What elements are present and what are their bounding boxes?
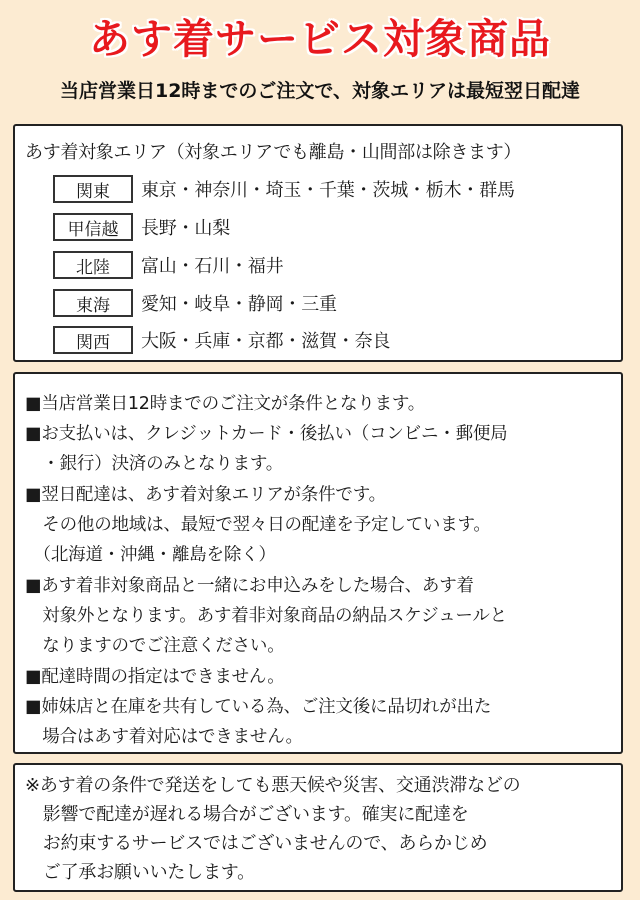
condition-line: その他の地域は、最短で翌々日の配達を予定しています。 [25, 515, 491, 535]
region-row-koshinetsu [53, 212, 230, 242]
region-label: 関西 [53, 326, 133, 354]
page-subtitle: 当店営業日12時までのご注文で、対象エリアは最短翌日配達 [59, 80, 581, 102]
condition-line: ■配達時間の指定はできません。 [25, 667, 285, 687]
disclaimer-line: お約束するサービスではございませんので、あらかじめ [25, 833, 488, 854]
condition-line: ■翌日配達は、あす着対象エリアが条件です。 [25, 485, 386, 505]
conditions-box [13, 372, 623, 754]
region-prefectures: 東京・神奈川・埼玉・千葉・茨城・栃木・群馬 [141, 180, 515, 201]
region-prefectures: 富山・石川・福井 [141, 256, 284, 277]
region-row-hokuriku [53, 250, 283, 280]
disclaimer-box [13, 763, 623, 892]
delivery-area-box [13, 124, 623, 362]
region-prefectures: 愛知・岐阜・静岡・三重 [141, 294, 337, 315]
disclaimer-line: ご了承お願いいたします。 [25, 862, 255, 883]
area-header: あす着対象エリア（対象エリアでも離島・山間部は除きます） [25, 142, 522, 163]
disclaimer-line: ※あす着の条件で発送をしても悪天候や災害、交通渋滞などの [25, 775, 521, 796]
page-title: あす着サービス対象商品 [89, 15, 551, 63]
region-row-kanto [53, 174, 515, 204]
region-label: 東海 [53, 289, 133, 317]
condition-line: ■あす着非対象商品と一緒にお申込みをした場合、あす着 [25, 576, 474, 596]
region-label: 北陸 [53, 251, 133, 279]
disclaimer-line: 影響で配達が遅れる場合がございます。確実に配達を [25, 804, 469, 825]
region-label: 関東 [53, 175, 133, 203]
condition-line: ・銀行）決済のみとなります。 [25, 454, 284, 474]
region-row-kansai [53, 325, 390, 355]
condition-line: 対象外となります。あす着非対象商品の納品スケジュールと [25, 606, 507, 626]
condition-line: なりますのでご注意ください。 [25, 636, 285, 656]
condition-line: ■お支払いは、クレジットカード・後払い（コンビニ・郵便局 [25, 424, 508, 444]
condition-line: ■姉妹店と在庫を共有している為、ご注文後に品切れが出た [25, 697, 492, 717]
condition-line: ■当店営業日12時までのご注文が条件となります。 [25, 394, 426, 414]
condition-line: 場合はあす着対応はできません。 [25, 727, 303, 747]
region-prefectures: 大阪・兵庫・京都・滋賀・奈良 [141, 331, 391, 352]
region-label: 甲信越 [53, 213, 133, 241]
region-row-tokai [53, 288, 337, 318]
region-prefectures: 長野・山梨 [141, 218, 230, 239]
condition-line: （北海道・沖縄・離島を除く） [25, 545, 276, 565]
